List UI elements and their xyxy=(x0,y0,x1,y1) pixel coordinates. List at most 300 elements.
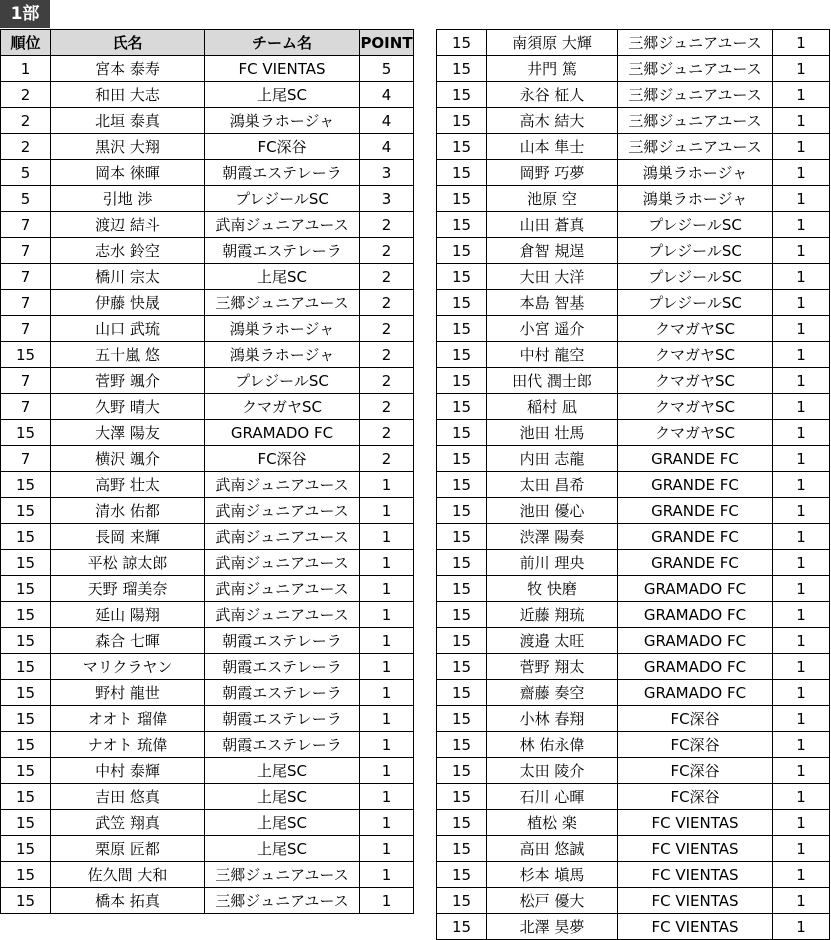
team-cell: 上尾SC xyxy=(205,836,360,862)
table-row xyxy=(437,108,830,134)
point-cell: 1 xyxy=(773,160,830,186)
team-cell: 武南ジュニアユース xyxy=(205,498,360,524)
rank-cell: 15 xyxy=(1,810,51,836)
table-row xyxy=(1,316,414,342)
name-cell: 倉智 規逞 xyxy=(487,238,618,264)
name-cell: 岡本 徠暉 xyxy=(51,160,205,186)
rank-cell: 15 xyxy=(437,472,487,498)
point-cell: 1 xyxy=(773,628,830,654)
name-cell: 大田 大洋 xyxy=(487,264,618,290)
team-cell: 鴻巣ラホージャ xyxy=(618,160,773,186)
rank-cell: 1 xyxy=(1,56,51,82)
team-cell: 武南ジュニアユース xyxy=(205,576,360,602)
rank-cell: 15 xyxy=(437,160,487,186)
team-cell: GRAMADO FC xyxy=(618,602,773,628)
team-cell: 朝霞エステレーラ xyxy=(205,628,360,654)
rank-cell: 15 xyxy=(1,602,51,628)
point-cell: 3 xyxy=(360,160,414,186)
name-cell: 五十嵐 悠 xyxy=(51,342,205,368)
rank-cell: 15 xyxy=(1,342,51,368)
rank-cell: 15 xyxy=(437,888,487,914)
name-cell: 杉本 塡馬 xyxy=(487,862,618,888)
name-cell: 池原 空 xyxy=(487,186,618,212)
team-cell: 朝霞エステレーラ xyxy=(205,160,360,186)
header-team: チーム名 xyxy=(205,30,360,56)
team-cell: FC VIENTAS xyxy=(205,56,360,82)
rank-cell: 15 xyxy=(1,550,51,576)
point-cell: 1 xyxy=(773,732,830,758)
table-row xyxy=(1,264,414,290)
rank-cell: 7 xyxy=(1,264,51,290)
team-cell: 三郷ジュニアユース xyxy=(205,888,360,914)
team-cell: クマガヤSC xyxy=(618,368,773,394)
name-cell: ナオト 琉偉 xyxy=(51,732,205,758)
point-cell: 1 xyxy=(773,784,830,810)
rank-cell: 15 xyxy=(437,602,487,628)
team-cell: プレジールSC xyxy=(618,212,773,238)
point-cell: 3 xyxy=(360,186,414,212)
rank-cell: 2 xyxy=(1,134,51,160)
name-cell: 太田 昌希 xyxy=(487,472,618,498)
team-cell: GRANDE FC xyxy=(618,446,773,472)
table-row xyxy=(1,524,414,550)
table-row xyxy=(437,342,830,368)
team-cell: FC VIENTAS xyxy=(618,862,773,888)
rank-cell: 15 xyxy=(437,264,487,290)
point-cell: 1 xyxy=(773,316,830,342)
scorer-table-right xyxy=(436,29,830,940)
point-cell: 4 xyxy=(360,82,414,108)
name-cell: 渋澤 陽奏 xyxy=(487,524,618,550)
name-cell: 前川 理央 xyxy=(487,550,618,576)
team-cell: クマガヤSC xyxy=(618,316,773,342)
rank-cell: 15 xyxy=(1,862,51,888)
team-cell: 朝霞エステレーラ xyxy=(205,732,360,758)
rank-cell: 15 xyxy=(1,524,51,550)
table-row xyxy=(1,82,414,108)
table-row xyxy=(1,186,414,212)
name-cell: 引地 渉 xyxy=(51,186,205,212)
table-row xyxy=(437,56,830,82)
name-cell: 山本 隼士 xyxy=(487,134,618,160)
name-cell: 近藤 翔琉 xyxy=(487,602,618,628)
point-cell: 2 xyxy=(360,394,414,420)
point-cell: 1 xyxy=(360,758,414,784)
team-cell: 三郷ジュニアユース xyxy=(618,134,773,160)
rank-cell: 15 xyxy=(1,654,51,680)
table-row xyxy=(437,446,830,472)
name-cell: 池田 優心 xyxy=(487,498,618,524)
table-row xyxy=(1,212,414,238)
team-cell: プレジールSC xyxy=(205,368,360,394)
name-cell: 宮本 泰寿 xyxy=(51,56,205,82)
table-row xyxy=(437,888,830,914)
table-row xyxy=(1,420,414,446)
table-row xyxy=(1,342,414,368)
name-cell: 平松 諒太郎 xyxy=(51,550,205,576)
table-row xyxy=(1,160,414,186)
name-cell: 牧 快磨 xyxy=(487,576,618,602)
name-cell: 天野 瑠美奈 xyxy=(51,576,205,602)
name-cell: 橋川 宗太 xyxy=(51,264,205,290)
team-cell: クマガヤSC xyxy=(618,420,773,446)
team-cell: 朝霞エステレーラ xyxy=(205,654,360,680)
table-row xyxy=(437,264,830,290)
point-cell: 1 xyxy=(773,680,830,706)
point-cell: 2 xyxy=(360,368,414,394)
point-cell: 2 xyxy=(360,290,414,316)
table-row xyxy=(437,82,830,108)
point-cell: 5 xyxy=(360,56,414,82)
table-row xyxy=(1,602,414,628)
team-cell: 朝霞エステレーラ xyxy=(205,680,360,706)
rank-cell: 15 xyxy=(437,524,487,550)
point-cell: 1 xyxy=(360,680,414,706)
rank-cell: 15 xyxy=(437,862,487,888)
name-cell: 大澤 陽友 xyxy=(51,420,205,446)
name-cell: 黒沢 大翔 xyxy=(51,134,205,160)
point-cell: 1 xyxy=(360,498,414,524)
name-cell: 吉田 悠真 xyxy=(51,784,205,810)
team-cell: プレジールSC xyxy=(618,238,773,264)
name-cell: 内田 志龍 xyxy=(487,446,618,472)
header-point: POINT xyxy=(360,30,414,56)
table-row xyxy=(1,732,414,758)
table-row xyxy=(1,628,414,654)
point-cell: 1 xyxy=(773,472,830,498)
team-cell: 上尾SC xyxy=(205,264,360,290)
point-cell: 1 xyxy=(773,706,830,732)
rank-cell: 15 xyxy=(437,82,487,108)
rank-cell: 15 xyxy=(437,732,487,758)
rank-cell: 15 xyxy=(437,186,487,212)
point-cell: 1 xyxy=(773,888,830,914)
team-cell: 鴻巣ラホージャ xyxy=(205,316,360,342)
name-cell: 橋本 拓真 xyxy=(51,888,205,914)
team-cell: 朝霞エステレーラ xyxy=(205,706,360,732)
point-cell: 1 xyxy=(360,472,414,498)
table-row xyxy=(437,654,830,680)
team-cell: 上尾SC xyxy=(205,758,360,784)
team-cell: GRANDE FC xyxy=(618,550,773,576)
table-row xyxy=(1,888,414,914)
team-cell: 三郷ジュニアユース xyxy=(205,862,360,888)
table-row xyxy=(437,758,830,784)
point-cell: 1 xyxy=(773,290,830,316)
rank-cell: 15 xyxy=(437,290,487,316)
rank-cell: 15 xyxy=(1,888,51,914)
rank-cell: 15 xyxy=(437,212,487,238)
point-cell: 1 xyxy=(360,836,414,862)
rank-cell: 15 xyxy=(437,368,487,394)
point-cell: 1 xyxy=(360,888,414,914)
name-cell: 高田 悠誠 xyxy=(487,836,618,862)
team-cell: 上尾SC xyxy=(205,82,360,108)
name-cell: 武笠 翔真 xyxy=(51,810,205,836)
table-row xyxy=(1,758,414,784)
point-cell: 1 xyxy=(773,368,830,394)
rank-cell: 2 xyxy=(1,82,51,108)
name-cell: 高木 結大 xyxy=(487,108,618,134)
table-row xyxy=(437,238,830,264)
rank-cell: 7 xyxy=(1,316,51,342)
name-cell: 南須原 大輝 xyxy=(487,30,618,56)
point-cell: 1 xyxy=(773,108,830,134)
name-cell: 中村 龍空 xyxy=(487,342,618,368)
team-cell: 三郷ジュニアユース xyxy=(618,82,773,108)
rank-cell: 15 xyxy=(1,576,51,602)
team-cell: プレジールSC xyxy=(618,290,773,316)
team-cell: プレジールSC xyxy=(205,186,360,212)
rank-cell: 15 xyxy=(1,706,51,732)
point-cell: 1 xyxy=(773,186,830,212)
team-cell: 上尾SC xyxy=(205,784,360,810)
team-cell: FC VIENTAS xyxy=(618,914,773,940)
table-row xyxy=(437,186,830,212)
point-cell: 1 xyxy=(360,706,414,732)
table-row xyxy=(1,56,414,82)
table-row xyxy=(437,836,830,862)
table-row xyxy=(1,576,414,602)
table-row xyxy=(1,368,414,394)
point-cell: 1 xyxy=(360,576,414,602)
table-row xyxy=(437,30,830,56)
team-cell: FC深谷 xyxy=(205,134,360,160)
point-cell: 1 xyxy=(773,810,830,836)
rank-cell: 15 xyxy=(437,56,487,82)
name-cell: 北垣 泰真 xyxy=(51,108,205,134)
point-cell: 1 xyxy=(773,56,830,82)
rank-cell: 15 xyxy=(437,810,487,836)
team-cell: 武南ジュニアユース xyxy=(205,524,360,550)
name-cell: 池田 壮馬 xyxy=(487,420,618,446)
point-cell: 1 xyxy=(360,784,414,810)
team-cell: クマガヤSC xyxy=(618,394,773,420)
team-cell: FC深谷 xyxy=(618,784,773,810)
point-cell: 1 xyxy=(360,862,414,888)
rank-cell: 5 xyxy=(1,186,51,212)
team-cell: プレジールSC xyxy=(618,264,773,290)
team-cell: 三郷ジュニアユース xyxy=(618,56,773,82)
name-cell: 高野 壮太 xyxy=(51,472,205,498)
table-row xyxy=(1,550,414,576)
table-row xyxy=(437,862,830,888)
name-cell: 菅野 翔太 xyxy=(487,654,618,680)
team-cell: FC深谷 xyxy=(618,758,773,784)
table-row xyxy=(437,914,830,940)
division-label: 1部 xyxy=(0,0,50,28)
point-cell: 1 xyxy=(773,862,830,888)
name-cell: 和田 大志 xyxy=(51,82,205,108)
name-cell: 植松 楽 xyxy=(487,810,618,836)
rank-cell: 15 xyxy=(437,394,487,420)
team-cell: GRAMADO FC xyxy=(618,680,773,706)
point-cell: 1 xyxy=(773,524,830,550)
name-cell: 齋藤 奏空 xyxy=(487,680,618,706)
rank-cell: 15 xyxy=(437,628,487,654)
table-row xyxy=(437,680,830,706)
rank-cell: 15 xyxy=(437,914,487,940)
point-cell: 4 xyxy=(360,134,414,160)
rank-cell: 15 xyxy=(437,576,487,602)
table-row xyxy=(437,784,830,810)
scorer-table-left xyxy=(0,29,414,914)
name-cell: 中村 泰輝 xyxy=(51,758,205,784)
table-row xyxy=(437,290,830,316)
table-row xyxy=(437,420,830,446)
rank-cell: 15 xyxy=(437,30,487,56)
name-cell: 菅野 颯介 xyxy=(51,368,205,394)
rank-cell: 7 xyxy=(1,238,51,264)
table-row xyxy=(437,472,830,498)
point-cell: 1 xyxy=(773,238,830,264)
header-rank: 順位 xyxy=(1,30,51,56)
team-cell: GRAMADO FC xyxy=(618,654,773,680)
team-cell: FC VIENTAS xyxy=(618,836,773,862)
name-cell: 井門 篤 xyxy=(487,56,618,82)
table-row xyxy=(1,784,414,810)
name-cell: 佐久間 大和 xyxy=(51,862,205,888)
rank-cell: 15 xyxy=(437,134,487,160)
name-cell: 志水 鈴空 xyxy=(51,238,205,264)
name-cell: 北澤 昊夢 xyxy=(487,914,618,940)
table-row xyxy=(1,862,414,888)
point-cell: 1 xyxy=(773,82,830,108)
table-row xyxy=(1,394,414,420)
point-cell: 2 xyxy=(360,420,414,446)
table-row xyxy=(437,524,830,550)
rank-cell: 7 xyxy=(1,446,51,472)
header-row xyxy=(1,30,414,56)
team-cell: GRAMADO FC xyxy=(618,628,773,654)
table-row xyxy=(437,160,830,186)
table-row xyxy=(1,290,414,316)
point-cell: 2 xyxy=(360,342,414,368)
point-cell: 1 xyxy=(773,212,830,238)
header-name: 氏名 xyxy=(51,30,205,56)
rank-cell: 15 xyxy=(1,628,51,654)
table-row xyxy=(1,498,414,524)
rank-cell: 15 xyxy=(437,758,487,784)
name-cell: 清水 佑都 xyxy=(51,498,205,524)
rank-cell: 15 xyxy=(1,758,51,784)
name-cell: 渡辺 結斗 xyxy=(51,212,205,238)
table-row xyxy=(1,836,414,862)
name-cell: 森合 七暉 xyxy=(51,628,205,654)
name-cell: 小宮 遥介 xyxy=(487,316,618,342)
rank-cell: 15 xyxy=(1,498,51,524)
point-cell: 1 xyxy=(360,550,414,576)
name-cell: 本島 智基 xyxy=(487,290,618,316)
team-cell: FC深谷 xyxy=(618,706,773,732)
table-row xyxy=(1,654,414,680)
team-cell: 三郷ジュニアユース xyxy=(618,108,773,134)
name-cell: 野村 龍世 xyxy=(51,680,205,706)
rank-cell: 15 xyxy=(437,446,487,472)
name-cell: 松戸 優大 xyxy=(487,888,618,914)
point-cell: 1 xyxy=(773,30,830,56)
rank-cell: 15 xyxy=(437,784,487,810)
rank-cell: 15 xyxy=(437,680,487,706)
team-cell: クマガヤSC xyxy=(618,342,773,368)
name-cell: 田代 潤士郎 xyxy=(487,368,618,394)
table-row xyxy=(437,576,830,602)
name-cell: 栗原 匠都 xyxy=(51,836,205,862)
team-cell: FC深谷 xyxy=(205,446,360,472)
point-cell: 1 xyxy=(773,394,830,420)
name-cell: 延山 陽翔 xyxy=(51,602,205,628)
rank-cell: 15 xyxy=(437,706,487,732)
team-cell: 上尾SC xyxy=(205,810,360,836)
point-cell: 1 xyxy=(773,342,830,368)
point-cell: 1 xyxy=(360,654,414,680)
point-cell: 1 xyxy=(773,836,830,862)
table-row xyxy=(437,550,830,576)
point-cell: 4 xyxy=(360,108,414,134)
point-cell: 2 xyxy=(360,264,414,290)
team-cell: GRANDE FC xyxy=(618,498,773,524)
point-cell: 1 xyxy=(773,446,830,472)
rank-cell: 2 xyxy=(1,108,51,134)
point-cell: 1 xyxy=(773,758,830,784)
team-cell: FC深谷 xyxy=(618,732,773,758)
name-cell: 稲村 凪 xyxy=(487,394,618,420)
team-cell: 鴻巣ラホージャ xyxy=(205,108,360,134)
rank-cell: 5 xyxy=(1,160,51,186)
table-row xyxy=(437,212,830,238)
team-cell: 三郷ジュニアユース xyxy=(618,30,773,56)
rank-cell: 7 xyxy=(1,368,51,394)
name-cell: 小林 春翔 xyxy=(487,706,618,732)
rank-cell: 15 xyxy=(437,316,487,342)
table-row xyxy=(437,810,830,836)
point-cell: 1 xyxy=(773,420,830,446)
point-cell: 2 xyxy=(360,238,414,264)
point-cell: 1 xyxy=(773,576,830,602)
table-row xyxy=(1,238,414,264)
point-cell: 2 xyxy=(360,446,414,472)
table-row xyxy=(1,706,414,732)
rank-cell: 15 xyxy=(437,654,487,680)
team-cell: 武南ジュニアユース xyxy=(205,472,360,498)
point-cell: 1 xyxy=(773,602,830,628)
rank-cell: 15 xyxy=(437,550,487,576)
team-cell: GRANDE FC xyxy=(618,472,773,498)
name-cell: 岡野 巧夢 xyxy=(487,160,618,186)
table-row xyxy=(437,134,830,160)
point-cell: 1 xyxy=(773,134,830,160)
table-row xyxy=(1,446,414,472)
team-cell: 三郷ジュニアユース xyxy=(205,290,360,316)
point-cell: 1 xyxy=(773,264,830,290)
name-cell: 永谷 柾人 xyxy=(487,82,618,108)
name-cell: マリクラヤン xyxy=(51,654,205,680)
point-cell: 1 xyxy=(360,524,414,550)
point-cell: 2 xyxy=(360,212,414,238)
point-cell: 1 xyxy=(360,732,414,758)
team-cell: 鴻巣ラホージャ xyxy=(205,342,360,368)
name-cell: 長岡 来輝 xyxy=(51,524,205,550)
name-cell: 山田 蒼真 xyxy=(487,212,618,238)
rank-cell: 15 xyxy=(437,420,487,446)
team-cell: FC VIENTAS xyxy=(618,810,773,836)
table-row xyxy=(437,628,830,654)
name-cell: オオト 瑠偉 xyxy=(51,706,205,732)
rank-cell: 15 xyxy=(1,784,51,810)
point-cell: 1 xyxy=(360,810,414,836)
name-cell: 山口 武琉 xyxy=(51,316,205,342)
rank-cell: 15 xyxy=(437,836,487,862)
